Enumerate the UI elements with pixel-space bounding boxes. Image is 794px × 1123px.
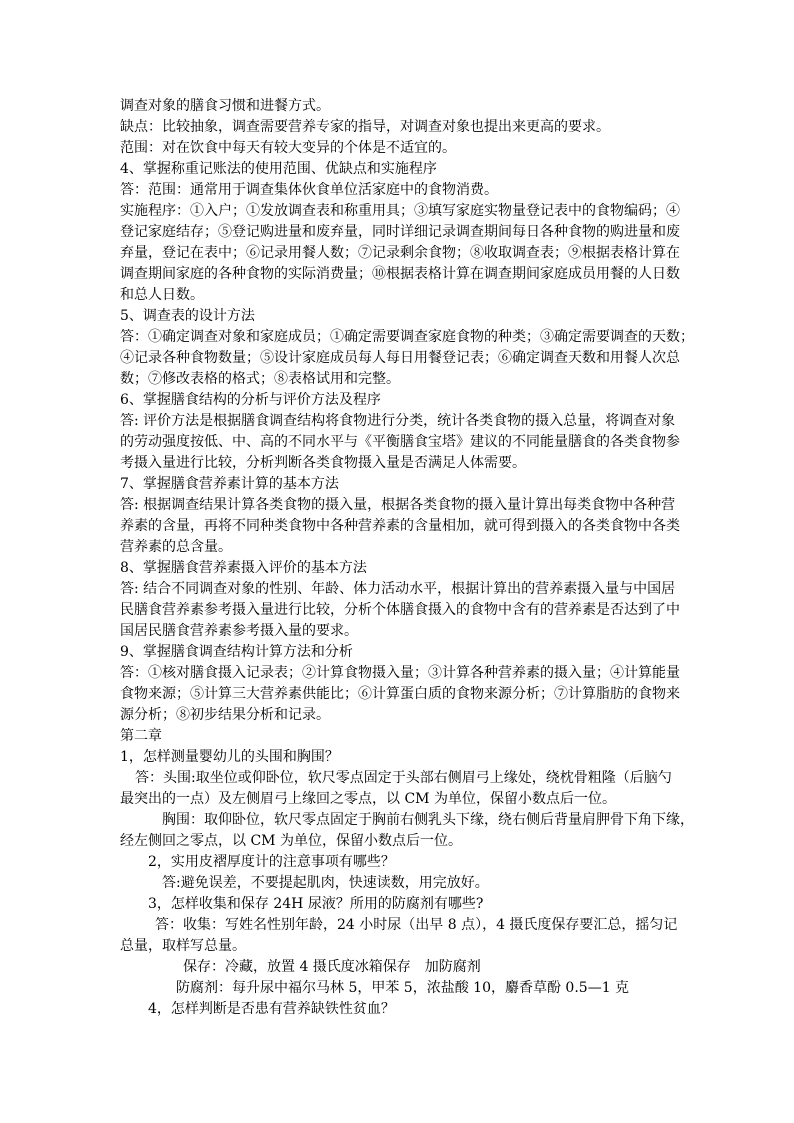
- text-line: 调查对象的膳食习惯和进餐方式。: [120, 98, 330, 114]
- text-line: 答：①确定调查对象和家庭成员；①确定需要调查家庭食物的种类；③确定需要调查的天数；: [120, 329, 694, 345]
- question-heading: 4，怎样判断是否患有营养缺铁性贫血？: [148, 1001, 395, 1017]
- text-line: 缺点：比较抽象，调查需要营养专家的指导，对调查对象也提出来更高的要求。: [120, 119, 610, 135]
- section-heading: 4、掌握称重记账法的使用范围、优缺点和实施程序: [120, 161, 437, 177]
- text-line: 养素的含量，再将不同种类食物中各种营养素的含量相加，就可得到摄入的各类食物中各类: [120, 518, 680, 534]
- text-line: 防腐剂：每升尿中福尔马林 5，甲苯 5，浓盐酸 10，麝香草酚 0.5—1 克: [176, 980, 630, 996]
- text-line: 保存：冷藏，放置 4 摄氏度冰箱保存 加防腐剂: [183, 959, 481, 975]
- question-heading: 1，怎样测量婴幼儿的头围和胸围？: [120, 749, 339, 765]
- text-line: 登记家庭结存；⑤登记购进量和废弃量，同时详细记录调查期间每日各种食物的购进量和废: [120, 224, 680, 240]
- text-line: 答：收集：写姓名性别年龄，24 小时尿（出早 8 点），4 摄氏度保存要汇总，摇匀记: [155, 917, 678, 933]
- section-heading: 8、掌握膳食营养素摄入评价的基本方法: [120, 560, 367, 576]
- text-line: 营养素的总含量。: [120, 539, 232, 555]
- text-line: 国居民膳食营养素参考摄入量的要求。: [120, 623, 358, 639]
- section-heading: 6、掌握膳食结构的分析与评价方法及程序: [120, 392, 381, 408]
- text-line: 答：头围:取坐位或仰卧位，软尺零点固定于头部右侧眉弓上缘处，绕枕骨粗隆（后脑勺: [135, 770, 672, 786]
- text-line: 最突出的一点）及左侧眉弓上缘回之零点，以 CM 为单位，保留小数点后一位。: [120, 791, 616, 807]
- text-line: 的劳动强度按低、中、高的不同水平与《平衡膳食宝塔》建议的不同能量膳食的各类食物参: [120, 434, 680, 450]
- section-heading: 5、调查表的设计方法: [120, 308, 255, 324]
- text-line: 答: 评价方法是根据膳食调查结构将食物进行分类，统计各类食物的摄入总量，将调查对象: [120, 413, 676, 429]
- text-line: 考摄入量进行比较，分析判断各类食物摄入量是否满足人体需要。: [120, 455, 526, 471]
- chapter-heading: 第二章: [120, 728, 162, 744]
- text-line: 源分析；⑧初步结果分析和记录。: [120, 707, 330, 723]
- text-line: 实施程序：①入户；①发放调查表和称重用具；③填写家庭实物量登记表中的食物编码；④: [120, 203, 680, 219]
- text-line: 弃量，登记在表中；⑥记录用餐人数；⑦记录剩余食物；⑧收取调查表；⑨根据表格计算在: [120, 245, 680, 261]
- text-line: 答: 结合不同调查对象的性别、年龄、体力活动水平，根据计算出的营养素摄入量与中国居: [120, 581, 676, 597]
- text-line: 答:避免误差，不要提起肌肉，快速读数，用完放好。: [162, 875, 489, 891]
- text-line: 总量，取样写总量。: [120, 938, 246, 954]
- section-heading: 7、掌握膳食营养素计算的基本方法: [120, 476, 339, 492]
- text-line: 答：范围：通常用于调查集体伙食单位活家庭中的食物消费。: [120, 182, 498, 198]
- question-heading: 3，怎样收集和保存 24H 尿液？所用的防腐剂有哪些?: [148, 896, 484, 912]
- text-line: 食物来源；⑤计算三大营养素供能比；⑥计算蛋白质的食物来源分析；⑦计算脂肪的食物来: [120, 686, 680, 702]
- section-heading: 9、掌握膳食调查结构计算方法和分析: [120, 644, 353, 660]
- question-heading: 2，实用皮褶厚度计的注意事项有哪些？: [148, 854, 395, 870]
- text-line: 和总人日数。: [120, 287, 204, 303]
- text-line: 数；⑦修改表格的格式；⑧表格试用和完整。: [120, 371, 400, 387]
- text-line: 答：①核对膳食摄入记录表；②计算食物摄入量；③计算各种营养素的摄入量；④计算能量: [120, 665, 680, 681]
- text-line: 答: 根据调查结果计算各类食物的摄入量，根据各类食物的摄入量计算出每类食物中各种营: [120, 497, 676, 513]
- text-line: 调查期间家庭的各种食物的实际消费量；⑩根据表格计算在调查期间家庭成员用餐的人日数: [120, 266, 680, 282]
- text-line: 民膳食营养素参考摄入量进行比较，分析个体膳食摄入的食物中含有的营养素是否达到了中: [120, 602, 680, 618]
- text-line: 经左侧回之零点，以 CM 为单位，保留小数点后一位。: [120, 833, 462, 849]
- text-line: ④记录各种食物数量；⑤设计家庭成员每人每日用餐登记表；⑥确定调查天数和用餐人次总: [120, 350, 680, 366]
- text-line: 范围：对在饮食中每天有较大变异的个体是不适宜的。: [120, 140, 456, 156]
- text-line: 胸围：取仰卧位，软尺零点固定于胸前右侧乳头下缘，绕右侧后背量肩胛骨下角下缘，: [162, 812, 694, 828]
